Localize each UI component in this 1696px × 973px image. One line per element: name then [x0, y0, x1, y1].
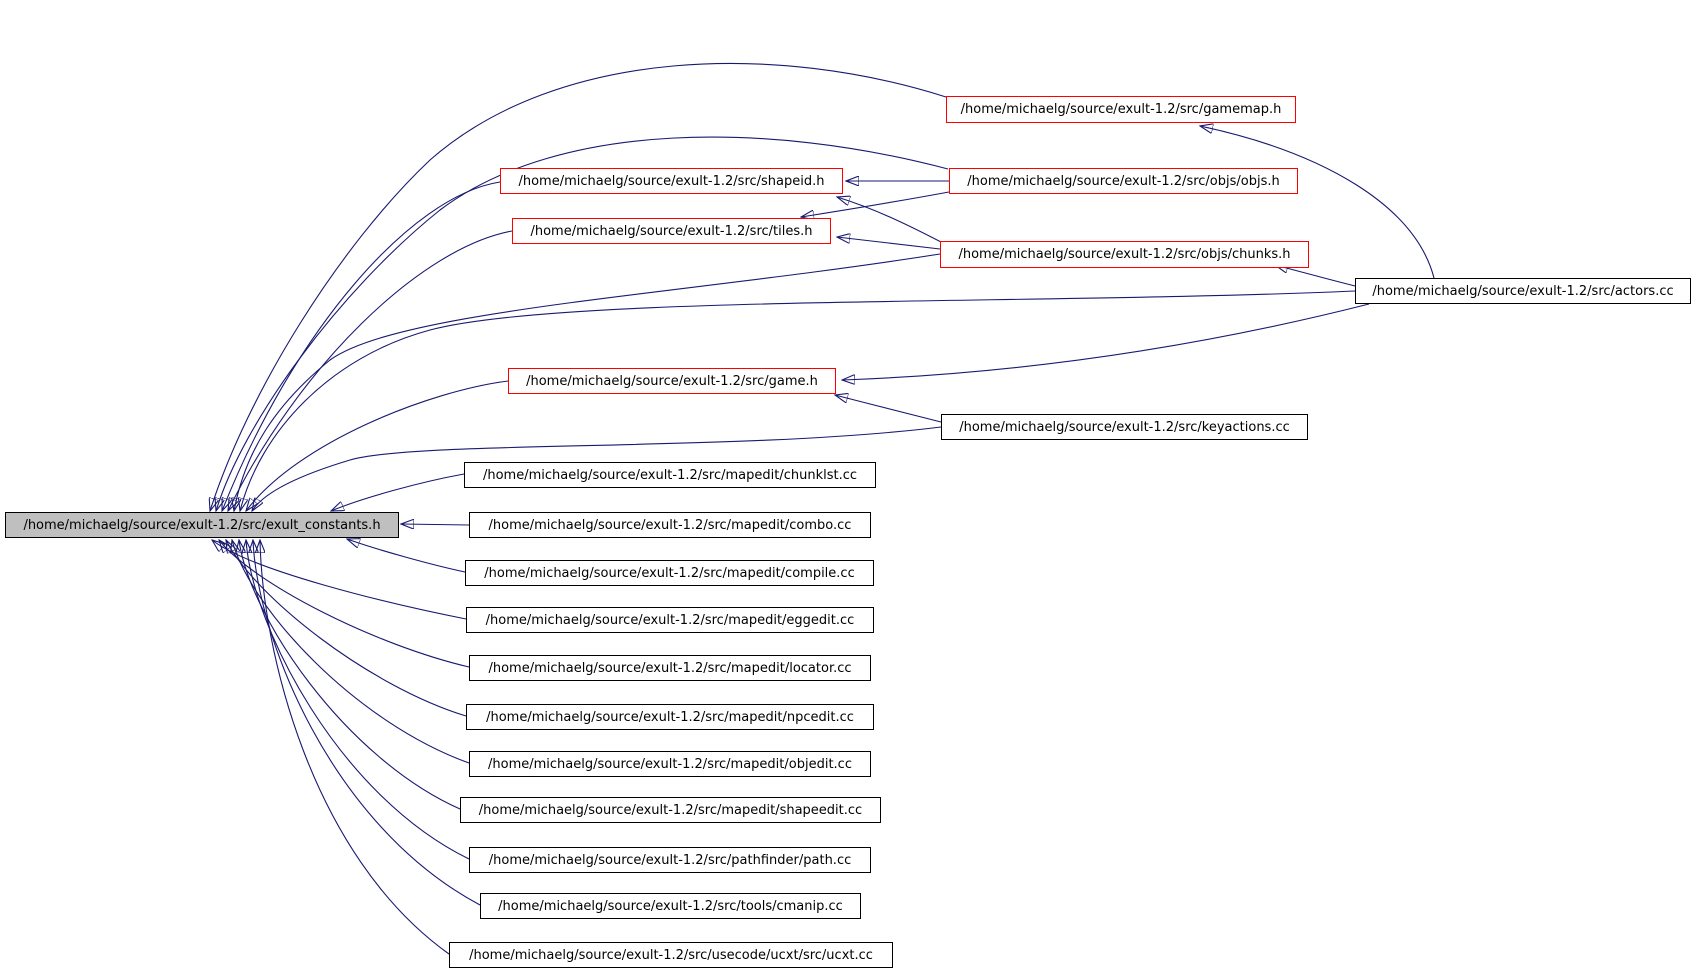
node-objs-h[interactable]: /home/michaelg/source/exult-1.2/src/objs/objs.h	[949, 168, 1298, 194]
node-actors-cc[interactable]: /home/michaelg/source/exult-1.2/src/actors.cc	[1355, 278, 1691, 304]
edge-shapeid-to-exultconstants	[222, 182, 500, 511]
node-objedit-cc[interactable]: /home/michaelg/source/exult-1.2/src/mapedit/objedit.cc	[469, 751, 871, 777]
node-npcedit-cc[interactable]: /home/michaelg/source/exult-1.2/src/mapedit/npcedit.cc	[466, 704, 874, 730]
node-locator-cc[interactable]: /home/michaelg/source/exult-1.2/src/mapedit/locator.cc	[469, 655, 871, 681]
edge-keyactions-to-game	[835, 395, 941, 422]
node-shapeedit-cc[interactable]: /home/michaelg/source/exult-1.2/src/mapedit/shapeedit.cc	[460, 797, 881, 823]
edge-chunklst-to-exultconstants	[331, 474, 464, 511]
node-exult-constants-h: /home/michaelg/source/exult-1.2/src/exult_constants.h	[5, 512, 399, 538]
edge-chunks-to-tiles	[837, 237, 940, 249]
edge-game-to-exultconstants	[246, 381, 508, 511]
node-ucxt-cc[interactable]: /home/michaelg/source/exult-1.2/src/usecode/ucxt/src/ucxt.cc	[449, 942, 893, 968]
node-compile-cc[interactable]: /home/michaelg/source/exult-1.2/src/mapedit/compile.cc	[465, 560, 874, 586]
node-cmanip-cc[interactable]: /home/michaelg/source/exult-1.2/src/tools/cmanip.cc	[480, 893, 861, 919]
edge-cmanip-to-exultconstants	[253, 540, 480, 905]
node-chunks-h[interactable]: /home/michaelg/source/exult-1.2/src/objs/chunks.h	[940, 241, 1309, 268]
edge-chunks-to-shapeid	[837, 197, 941, 242]
node-chunklst-cc[interactable]: /home/michaelg/source/exult-1.2/src/mapedit/chunklst.cc	[464, 462, 876, 488]
node-tiles-h[interactable]: /home/michaelg/source/exult-1.2/src/tiles.h	[512, 218, 831, 244]
node-path-cc[interactable]: /home/michaelg/source/exult-1.2/src/pathfinder/path.cc	[469, 847, 871, 873]
edge-locator-to-exultconstants	[219, 540, 469, 667]
node-eggedit-cc[interactable]: /home/michaelg/source/exult-1.2/src/mapedit/eggedit.cc	[466, 607, 874, 633]
edge-compile-to-exultconstants	[347, 539, 465, 572]
node-shapeid-h[interactable]: /home/michaelg/source/exult-1.2/src/shapeid.h	[500, 168, 843, 194]
node-combo-cc[interactable]: /home/michaelg/source/exult-1.2/src/mapedit/combo.cc	[469, 512, 871, 538]
node-gamemap-h[interactable]: /home/michaelg/source/exult-1.2/src/gamemap.h	[946, 96, 1296, 123]
edge-gamemap-to-exultconstants	[210, 63, 946, 511]
edge-ucxt-to-exultconstants	[260, 540, 449, 954]
edge-combo-to-exultconstants	[401, 524, 469, 525]
edge-actors-to-game	[842, 304, 1369, 380]
node-game-h[interactable]: /home/michaelg/source/exult-1.2/src/game.h	[508, 368, 836, 394]
node-keyactions-cc[interactable]: /home/michaelg/source/exult-1.2/src/keyactions.cc	[941, 414, 1308, 440]
edge-shapeedit-to-exultconstants	[239, 540, 460, 809]
edge-objs-to-tiles	[801, 192, 949, 217]
edge-actors-to-chunks	[1275, 265, 1355, 286]
